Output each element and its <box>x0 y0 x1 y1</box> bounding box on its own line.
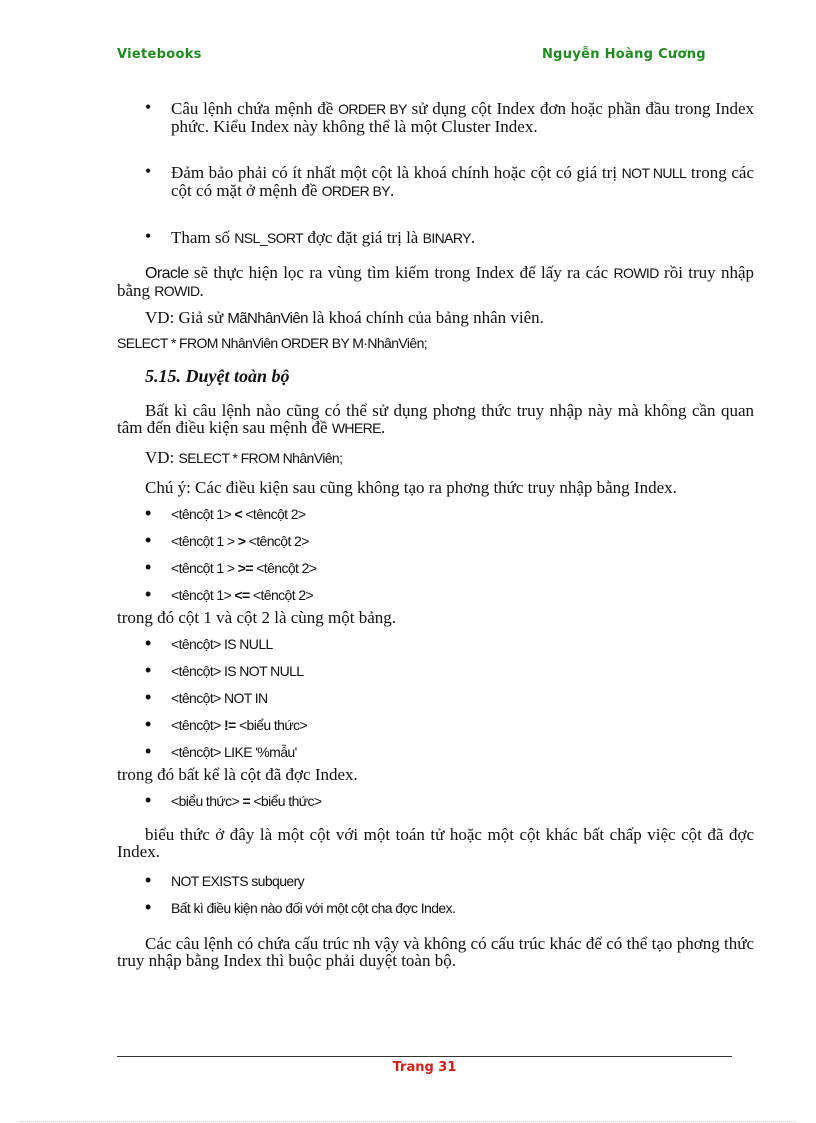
paragraph-oracle: Oracle sẽ thực hiện lọc ra vùng tìm kiếm trong Index để lấy ra các ROWID rồi truy nhập bằng ROWID. <box>117 263 754 300</box>
list-item: • <têncột> IS NULL <box>117 636 754 653</box>
paragraph-note: Chú ý: Các điều kiện sau cũng không tạo ra phơng thức truy nhập bằng Index. <box>145 478 677 497</box>
conditions-list-2 <box>117 636 754 761</box>
list-item: • <têncột> LIKE '%mẫu' <box>117 744 754 761</box>
page-bottom-border <box>20 1121 796 1122</box>
paragraph-order-by: • Câu lệnh chứa mệnh đề ORDER BY sử dụng cột Index đơn hoặc phần đầu trong Index phức. Kiểu Index này không thể là một Cluster Index. <box>117 100 754 135</box>
list-item: • <biểu thức> = <biểu thức> <box>117 793 754 810</box>
list-item: • <têncột 1 > > <têncột 2> <box>117 533 754 550</box>
conditions-list-1 <box>117 506 754 604</box>
footer-divider <box>117 1056 732 1057</box>
paragraph-conclusion: Các câu lệnh có chứa cấu trúc nh vậy và không có cấu trúc khác để có thể tạo phơng thức truy nhập bằng Index thì buộc phải duyệt toàn bộ. <box>117 934 754 970</box>
paragraph-nsl-sort: • Tham số NSL_SORT đợc đặt giá trị là BINARY. <box>117 229 754 247</box>
list-item: • <têncột> != <biểu thức> <box>117 717 754 734</box>
section-heading: 5.15. Duyệt toàn bộ <box>145 366 290 386</box>
paragraph-full-scan: Bất kì câu lệnh nào cũng có thể sử dụng phơng thức truy nhập này mà không cần quan tâm đến điều kiện sau mệnh đề WHERE. <box>117 401 754 437</box>
list-item: • Bất kì điều kiện nào đối với một cột cha đợc Index. <box>117 900 754 917</box>
paragraph-indexed: trong đó bất kể là cột đã đợc Index. <box>117 765 358 784</box>
list-item: • NOT EXISTS subquery <box>117 873 754 890</box>
list-item: • <têncột 1> <= <têncột 2> <box>117 587 754 604</box>
paragraph-example-2: VD: SELECT * FROM NhânViên; <box>145 448 343 467</box>
list-item: • <têncột 1 > >= <têncột 2> <box>117 560 754 577</box>
list-item: • <têncột 1> < <têncột 2> <box>117 506 754 523</box>
list-item: • <têncột> NOT IN <box>117 690 754 707</box>
paragraph-not-null: • Đảm bảo phải có ít nhất một cột là khoá chính hoặc cột có giá trị NOT NULL trong các cột có mặt ở mệnh đề ORDER BY. <box>117 164 754 200</box>
page-content <box>117 100 754 969</box>
sql-order-by: SELECT * FROM NhânViên ORDER BY M·NhânViên; <box>117 335 428 351</box>
list-item: • <têncột> IS NOT NULL <box>117 663 754 680</box>
paragraph-same-table: trong đó cột 1 và cột 2 là cùng một bảng. <box>117 608 397 627</box>
paragraph-example: VD: Giả sử MãNhânViên là khoá chính của bảng nhân viên. <box>145 308 544 327</box>
header-left: Vietebooks <box>117 47 202 62</box>
paragraph-expression: biểu thức ở đây là một cột với một toán tử hoặc một cột khác bất chấp việc cột đã đợc Index. <box>117 825 754 861</box>
header-right: Nguyễn Hoàng Cương <box>542 47 706 62</box>
page-number: Trang 31 <box>392 1060 457 1075</box>
